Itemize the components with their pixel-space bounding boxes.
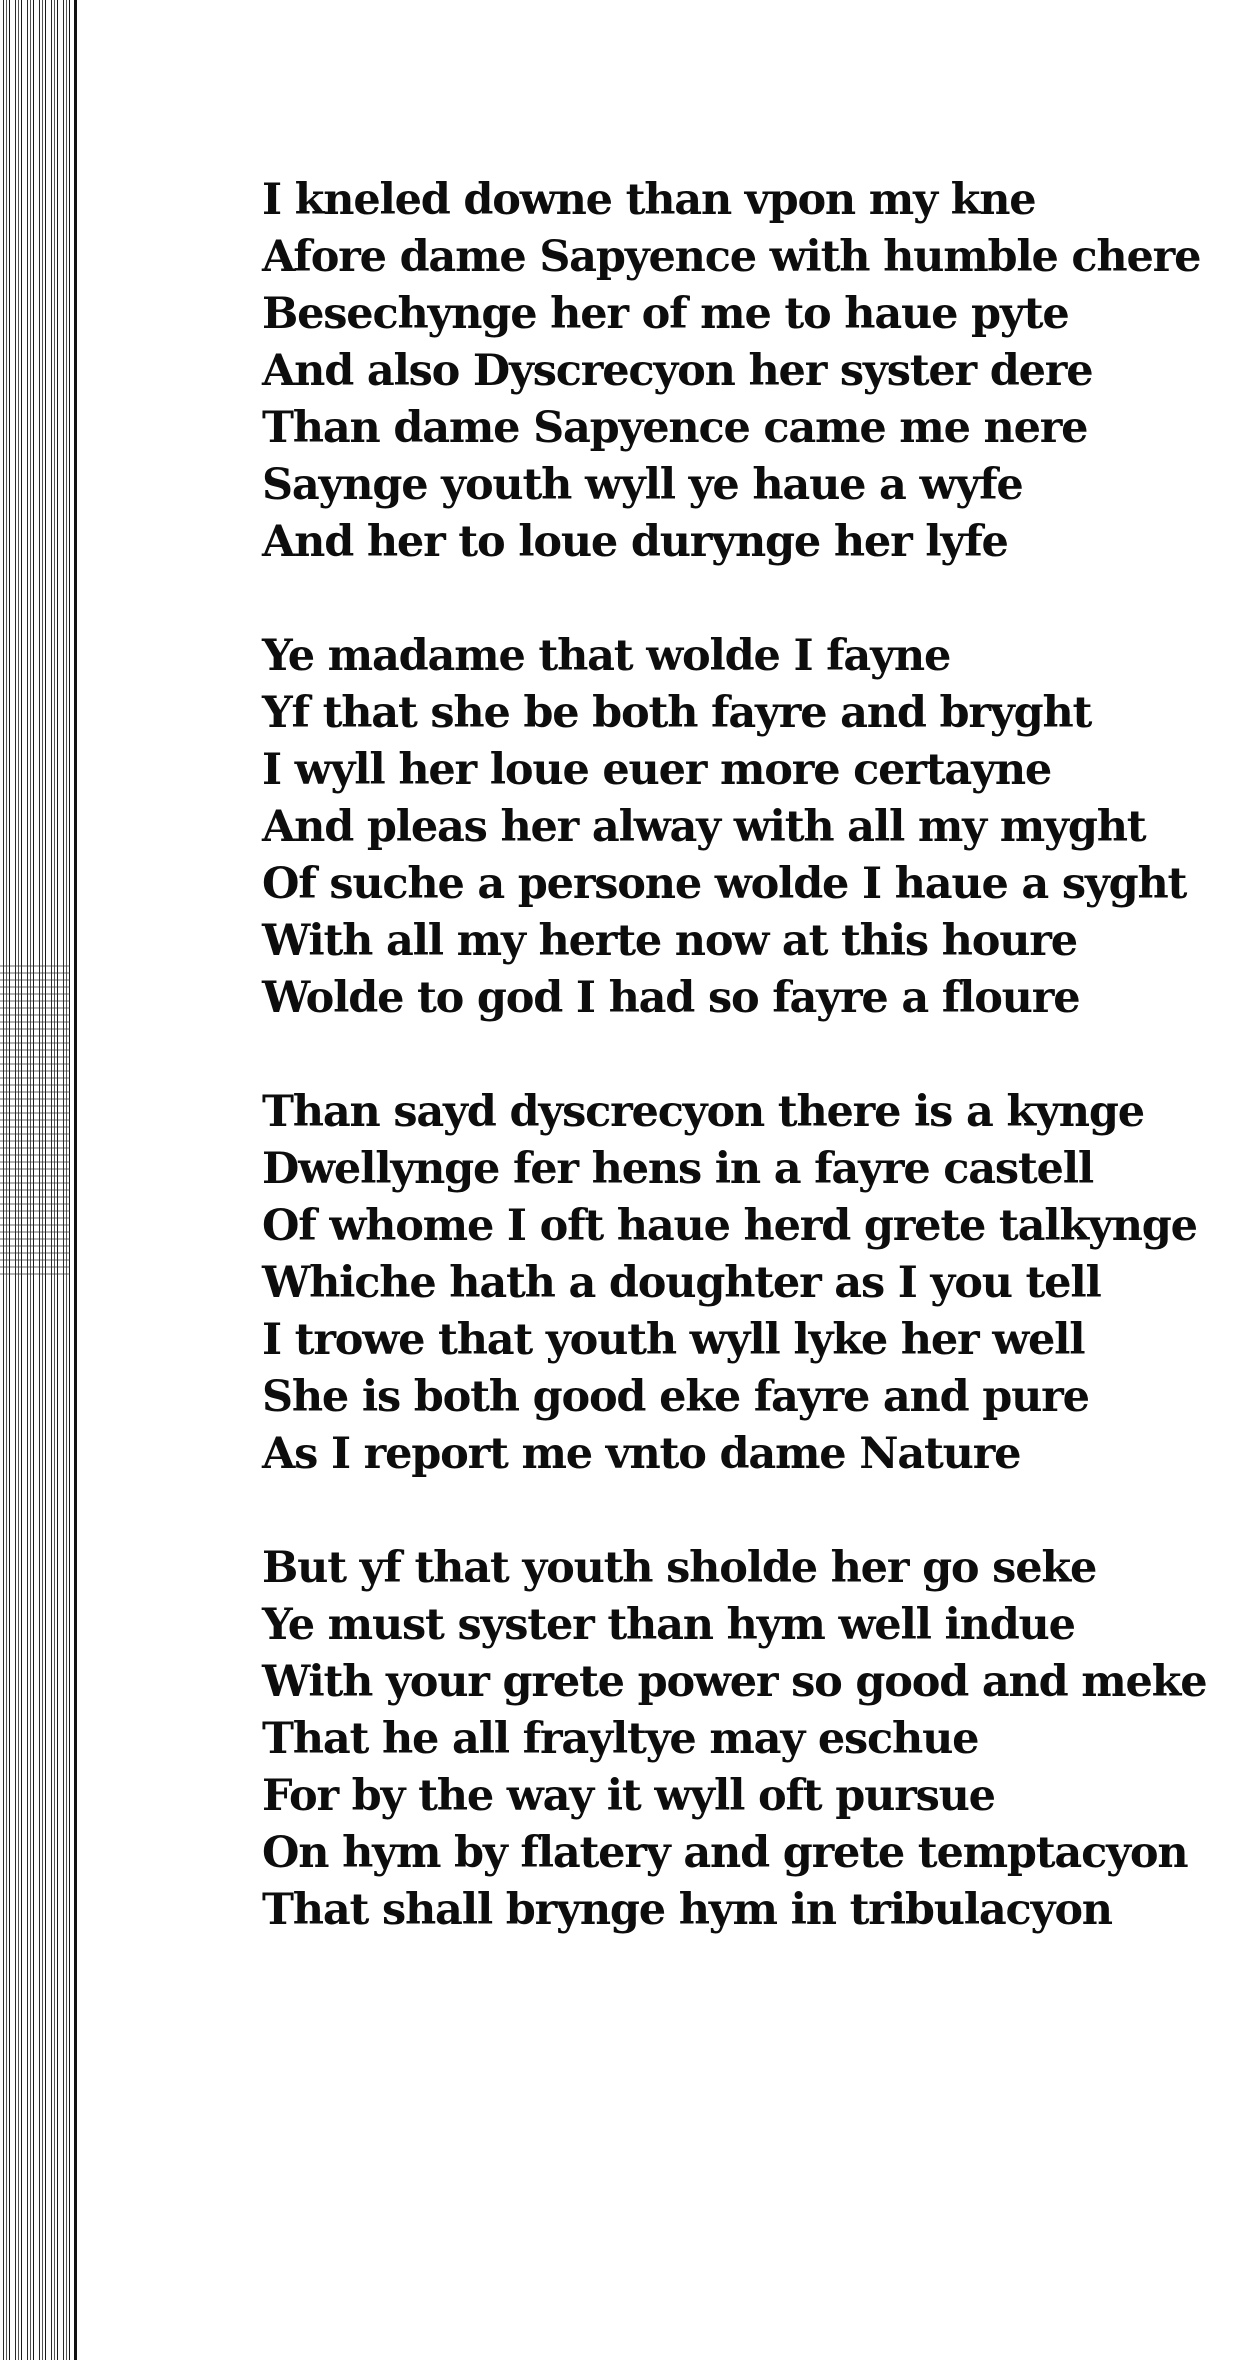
poem-text-block (262, 172, 1222, 1996)
stanza-line: She is both good eke fayre and pure (262, 1372, 1089, 1422)
stanza-line: I kneled downe than vpon my kne (262, 175, 1036, 225)
stanza-line: Ye must syster than hym well indue (262, 1600, 1075, 1650)
stanza-line: Than sayd dyscrecyon there is a kynge (262, 1087, 1144, 1137)
stanza-line: Dwellynge fer hens in a fayre castell (262, 1144, 1093, 1194)
stanza-line: Besechynge her of me to haue pyte (262, 289, 1069, 339)
stanza-line: Of whome I oft haue herd grete talkynge (262, 1201, 1197, 1251)
stanza-line: On hym by flatery and grete temptacyon (262, 1828, 1188, 1878)
stanza-4 (262, 1540, 1222, 1939)
stanza-line: Than dame Sapyence came me nere (262, 403, 1088, 453)
stanza-2 (262, 628, 1222, 1027)
stanza-line: I wyll her loue euer more certayne (262, 745, 1052, 795)
stanza-3 (262, 1084, 1222, 1483)
stanza-line: Wolde to god I had so fayre a floure (262, 973, 1080, 1023)
gutter-edge-line (74, 0, 77, 2360)
stanza-line: That he all frayltye may eschue (262, 1714, 979, 1764)
stanza-line: With all my herte now at this houre (262, 916, 1077, 966)
stanza-line: As I report me vnto dame Nature (262, 1429, 1021, 1479)
stanza-line: That shall brynge hym in tribulacyon (262, 1885, 1112, 1935)
stanza-line: And also Dyscrecyon her syster dere (262, 346, 1093, 396)
stanza-line: Yf that she be both fayre and bryght (262, 688, 1092, 738)
stanza-line: And her to loue durynge her lyfe (262, 517, 1008, 567)
stanza-line: Whiche hath a doughter as I you tell (262, 1258, 1101, 1308)
stanza-line: And pleas her alway with all my myght (262, 802, 1146, 852)
stanza-line: Ye madame that wolde I fayne (262, 631, 951, 681)
stanza-line: Afore dame Sapyence with humble chere (262, 232, 1201, 282)
stanza-1 (262, 172, 1222, 571)
gutter-scan-noise (0, 960, 70, 1280)
stanza-line: Of suche a persone wolde I haue a syght (262, 859, 1187, 909)
stanza-line: But yf that youth sholde her go seke (262, 1543, 1097, 1593)
stanza-line: I trowe that youth wyll lyke her well (262, 1315, 1085, 1365)
stanza-line: With your grete power so good and meke (262, 1657, 1207, 1707)
stanza-line: Saynge youth wyll ye haue a wyfe (262, 460, 1023, 510)
stanza-line: For by the way it wyll oft pursue (262, 1771, 995, 1821)
